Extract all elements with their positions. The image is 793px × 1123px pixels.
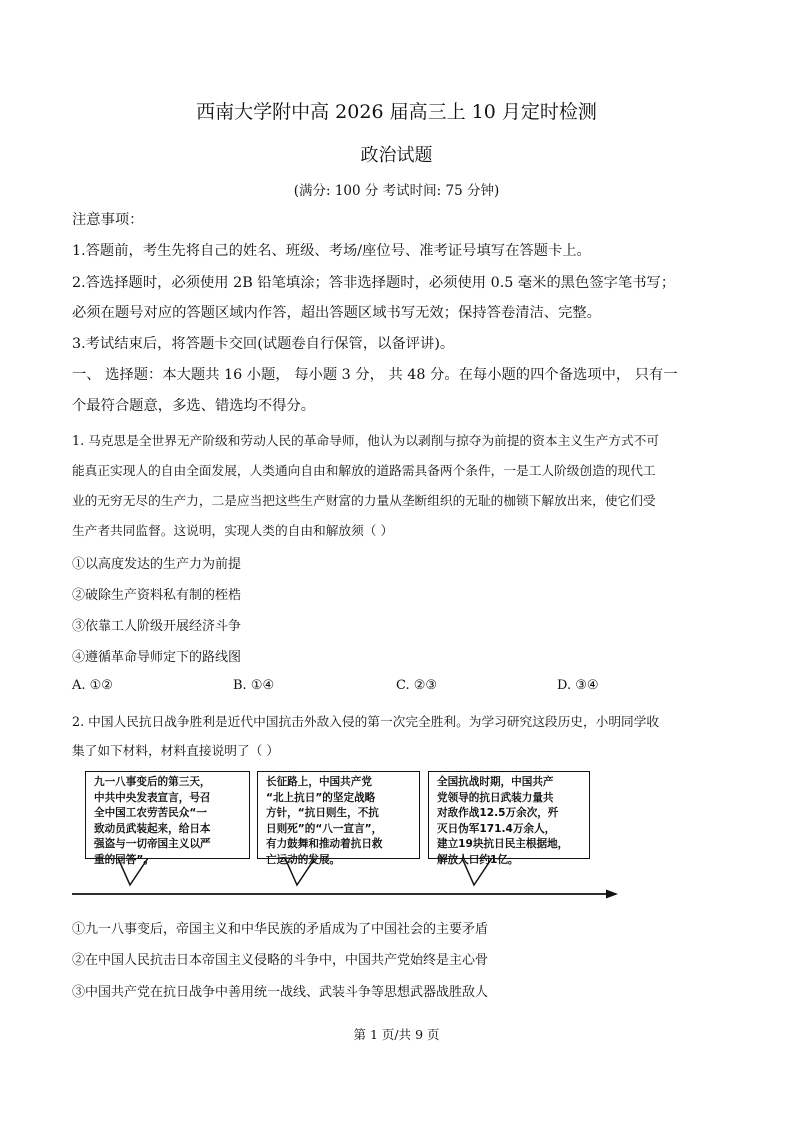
notice-heading: 注意事项： [72,212,144,228]
q1-statement: ③依靠工人阶级开展经济斗争 [72,619,242,634]
q1-statement: ④遵循革命导师定下的路线图 [72,650,242,665]
box-line: 灭日伪军171.4万余人， [437,822,556,835]
q1-stem-line: 能真正实现人的自由全面发展，人类通向自由和解放的道路需具备两个条件，一是工人阶级创造的现代工 [72,463,656,478]
box-line: 建立19块抗日民主根据地， [437,838,569,850]
box-line: 亡运动的发展。 [266,853,341,866]
q1-stem-line: 生产者共同监督。这说明，实现人类的自由和解放须（ ） [72,523,394,538]
box-line: 方针，“抗日则生，不抗 [266,807,379,819]
q2-stem-line: 集了如下材料，材料直接说明了（ ） [72,743,280,758]
box-line: 九一八事变后的第三天， [94,776,211,788]
box-line: 中共中央发表宣言，号召 [94,791,211,804]
box-line: 对敌作战12.5万余次，歼 [437,807,559,819]
exam-subtitle: 政治试题 [360,145,433,166]
q2-statement: ②在中国人民抗击日本帝国主义侵略的斗争中，中国共产党始终是主心骨 [72,953,489,968]
box-line: 重的回答”。 [94,853,154,866]
q1-choice-b: B. ①④ [233,678,275,693]
q1-choice-c: C. ②③ [396,678,438,693]
notice-item-2: 2.答选择题时，必须使用 2B 铅笔填涂；答非选择题时，必须使用 0.5 毫米的黑色签字笔书写； [72,275,676,291]
box-line: 致动员武装起来，给日本 [94,822,211,835]
timeline-box-2 [257,771,420,866]
exam-meta: (满分: 100 分 考试时间: 75 分钟) [293,183,500,199]
box-line: 强盗与一切帝国主义以严 [94,838,211,850]
box-line: 解放人口约1亿。 [437,853,519,866]
q2-stem-line: 2. 中国人民抗日战争胜利是近代中国抗击外敌入侵的第一次完全胜利。为学习研究这段历史，小明同学收 [72,714,660,729]
q1-choice-a: A. ①② [72,678,113,693]
box-line: “北上抗日”的坚定战略 [266,791,376,804]
q1-stem-line: 1. 马克思是全世界无产阶级和劳动人民的革命导师，他认为以剥削与掠夺为前提的资本主义生产方式不可 [72,433,660,448]
timeline-arrowhead [606,890,618,899]
notice-item-3: 3.考试结束后，将答题卡交回(试题卷自行保管，以备评讲)。 [72,336,455,352]
notice-item-2-cont: 必须在题号对应的答题区域内作答，超出答题区域书写无效；保持答卷清洁、完整。 [72,305,601,321]
box-line: 有力鼓舞和推动着抗日救 [266,838,383,850]
q1-choice-d: D. ③④ [557,678,599,693]
exam-title: 西南大学附中高 2026 届高三上 10 月定时检测 [196,101,597,123]
box-line: 全国抗战时期，中国共产 [437,776,554,788]
q2-statement: ③中国共产党在抗日战争中善用统一战线、武装斗争等思想武器战胜敌人 [72,985,489,1000]
box-line: 全中国工农劳苦民众“一 [94,807,207,819]
section-intro-line-2: 个最符合题意，多选、错选均不得分。 [72,398,316,414]
q1-stem-line: 业的无穷无尽的生产力，二是应当把这些生产财富的力量从垄断组织的无耻的枷锁下解放出来，使它们受 [72,493,656,508]
page-number: 第 1 页/共 9 页 [353,1027,440,1042]
section-intro-line-1: 一、 选择题：本大题共 16 小题， 每小题 3 分， 共 48 分。在每小题的四个备选项中， 只有一 [72,367,678,383]
box-line: 长征路上，中国共产党 [266,776,372,788]
timeline-box-3 [428,771,590,866]
timeline-box-1 [85,771,250,866]
q2-statement: ①九一八事变后，帝国主义和中华民族的矛盾成为了中国社会的主要矛盾 [72,922,489,937]
notice-item-1: 1.答题前，考生先将自己的姓名、班级、考场/座位号、准考证号填写在答题卡上。 [72,243,591,259]
box-line: 党领导的抗日武装力量共 [437,791,554,804]
q1-statement: ②破除生产资料私有制的桎梏 [72,588,242,603]
box-line: 日则死”的“八一宣言”， [266,822,383,835]
q1-statement: ①以高度发达的生产力为前提 [72,557,242,572]
